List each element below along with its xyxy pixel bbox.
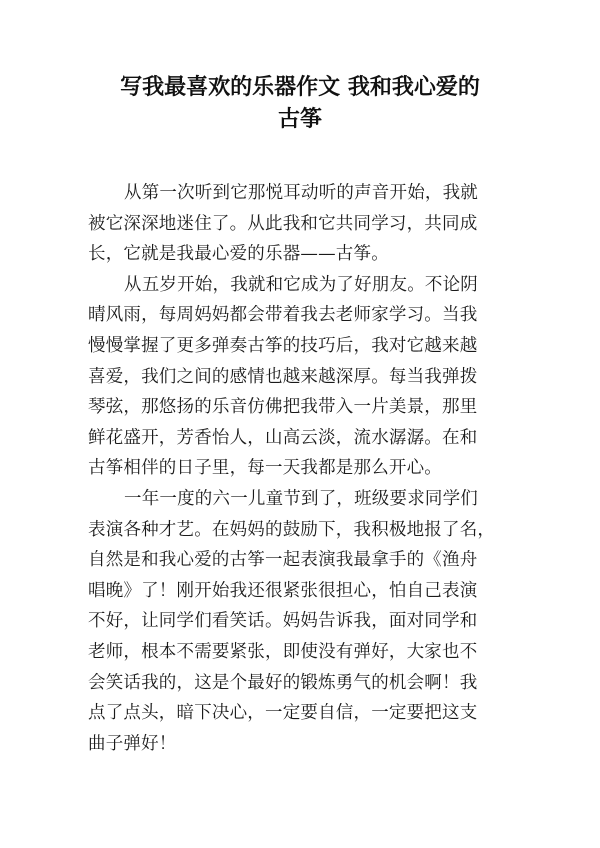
paragraph-line: 古筝相伴的日子里，每一天我都是那么开心。 (88, 458, 442, 479)
paragraph-line: 慢慢掌握了更多弹奏古筝的技巧后，我对它越来越 (88, 335, 478, 356)
paragraph-line: 点了点头，暗下决心，一定要自信，一定要把这支 (88, 703, 478, 724)
title-line: 古筝 (277, 107, 322, 132)
document-title (90, 72, 510, 136)
paragraph-line: 晴风雨，每周妈妈都会带着我去老师家学习。当我 (88, 305, 478, 326)
paragraph-line: 老师，根本不需要紧张，即使没有弹好，大家也不 (88, 641, 478, 662)
paragraph-line: 唱晚》了！刚开始我还很紧张很担心，怕自己表演 (88, 580, 478, 601)
paragraph-line: 鲜花盛开，芳香怡人，山高云淡，流水潺潺。在和 (88, 427, 478, 448)
paragraph-2 (88, 270, 512, 484)
paragraph-line: 从第一次听到它那悦耳动听的声音开始，我就 (124, 183, 478, 203)
paragraph-line: 不好，让同学们看笑话。妈妈告诉我，面对同学和 (88, 611, 478, 632)
document-body (88, 178, 512, 759)
title-line: 写我最喜欢的乐器作文 我和我心爱的 (120, 75, 480, 100)
paragraph-line: 被它深深地迷住了。从此我和它共同学习，共同成 (88, 213, 478, 234)
paragraph-3 (88, 484, 512, 759)
paragraph-line: 喜爱，我们之间的感情也越来越深厚。每当我弹拨 (88, 366, 478, 387)
paragraph-line: 从五岁开始，我就和它成为了好朋友。不论阴 (124, 274, 478, 295)
paragraph-line: 长，它就是我最心爱的乐器——古筝。 (88, 244, 389, 265)
paragraph-line: 曲子弹好！ (88, 733, 177, 754)
paragraph-1 (88, 178, 512, 270)
paragraph-line: 一年一度的六一儿童节到了，班级要求同学们 (124, 488, 478, 509)
paragraph-line: 琴弦，那悠扬的乐音仿佛把我带入一片美景，那里 (88, 397, 478, 418)
paragraph-line: 自然是和我心爱的古筝一起表演我最拿手的《渔舟 (88, 550, 478, 571)
paragraph-line: 表演各种才艺。在妈妈的鼓励下，我积极地报了名， (88, 519, 496, 540)
paragraph-line: 会笑话我的，这是个最好的锻炼勇气的机会啊！我 (88, 672, 478, 693)
